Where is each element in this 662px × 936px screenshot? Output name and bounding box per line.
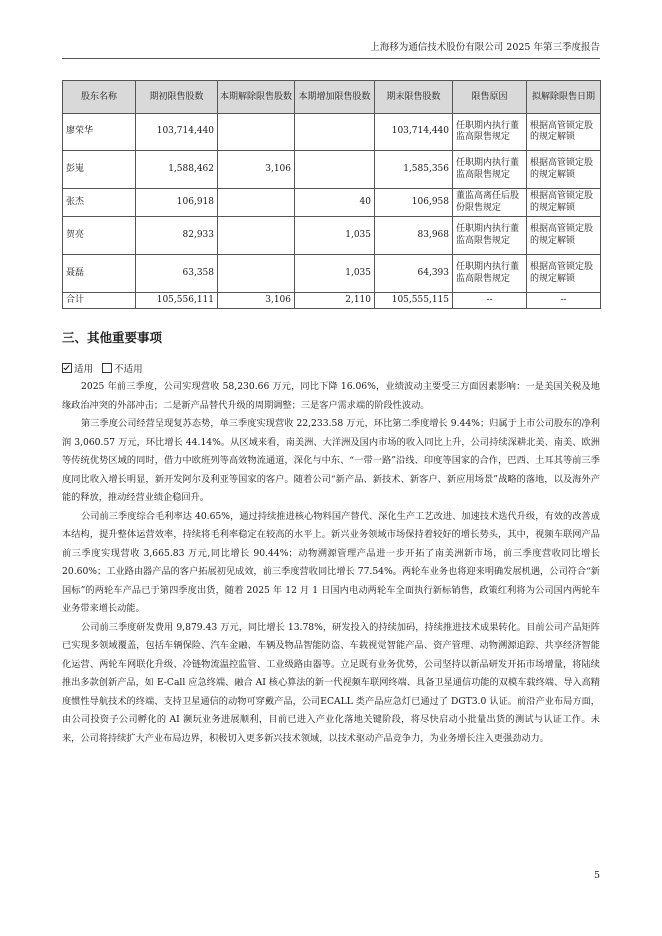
paragraph: 2025 年前三季度，公司实现营收 58,230.66 万元，同比下降 16.06%，业绩波动主要受三方面因素影响：一是美国关税及地缘政治冲突的外部冲击；二是新产品替代升级的周期调整；三是客户需求端的阶段性波动。	[62, 381, 600, 411]
table-row	[63, 255, 601, 293]
table-cell: 根据高管锁定股的规定解锁	[527, 189, 601, 217]
table-cell: 根据高管锁定股的规定解锁	[527, 151, 601, 189]
table-cell: 任职期内执行董监高限售规定	[453, 151, 527, 189]
table-cell: 64,393	[375, 255, 453, 293]
table-header-cell: 限售原因	[453, 81, 527, 114]
table-cell: 63,358	[136, 255, 218, 293]
table-cell: 40	[295, 189, 375, 217]
table-cell: 103,714,440	[136, 114, 218, 151]
page-number: 5	[593, 870, 600, 881]
table-cell: 根据高管锁定股的规定解锁	[527, 217, 601, 255]
table-total-row	[63, 293, 601, 309]
applicable-label: 适用	[74, 364, 94, 375]
table-cell	[218, 217, 295, 255]
table-cell: 1,035	[295, 255, 375, 293]
applicability-options	[62, 361, 143, 375]
table-header-cell: 拟解除限售日期	[527, 81, 601, 114]
table-cell: 廖荣华	[63, 114, 136, 151]
checked-checkbox-icon	[62, 363, 72, 373]
table-row	[63, 217, 601, 255]
table-cell: --	[453, 293, 527, 309]
section-title: 三、其他重要事项	[62, 330, 163, 345]
paragraph: 公司前三季度研发费用 9,879.43 万元，同比增长 13.78%，研发投入的持续加码，持续推进技术成果转化。目前公司产品矩阵已实现多领域覆盖，包括车辆保险、汽车金融、车辆及物品智能防盗、车载视觉智能产品、资产管理、动物溯源追踪、共享经济智能化运营、两轮车网联化升级、冷链物流温控监管、工业级路由器等。立足既有业务优势，公司坚持以新品研发开拓市场增量，将陆续推出多款创新产品，如 E-Call 应急终端、融合 AI 核心算法的新一代视频车联网终端、具备卫星通信功能的双模车载终端、导入高精度惯性导航技术的终端、支持卫星通信的动物可穿戴产品，公司ECALL 类产品应急灯已通过了 DGT3.0 认证。前沿产业布局方面，由公司投资子公司孵化的 AI 濒玩业务进展顺利，目前已进入产业化落地关键阶段，将尽快启动小批量出货的测试与认证工作。未来，公司将持续扩大产业布局边界，积极切入更多新兴技术领域，以技术驱动产品竞争力，为业务增长注入更强劲动力。	[62, 621, 600, 744]
table-cell: 彭嵬	[63, 151, 136, 189]
table-cell: 1,588,462	[136, 151, 218, 189]
unchecked-checkbox-icon	[102, 363, 112, 373]
table-cell	[218, 189, 295, 217]
table-cell: 105,555,115	[375, 293, 453, 309]
table-cell: 张杰	[63, 189, 136, 217]
table-cell: 3,106	[218, 151, 295, 189]
table-cell: 合计	[63, 293, 136, 309]
table-row	[63, 151, 601, 189]
paragraph: 第三季度公司经营呈现复苏态势，单三季度实现营收 22,233.58 万元，环比第二季度增长 9.44%；归属于上市公司股东的净利润 3,060.57 万元，环比增长 44.14%。从区域来看，南美洲、大洋洲及国内市场的收入同比上升，公司持续深耕北美、南美、欧洲等传统优势区域的同时，借力中欧班列等高效物流通道，深化与中东、“一带一路”沿线、印度等国家的合作，巴西、土耳其等前三季度同比收入增长明显，新开发阿尔及利亚等国家的客户。随着公司“新产品、新技术、新客户、新应用场景”战略的落地，以及海外产能的释放，推动经营业绩企稳回升。	[62, 418, 600, 503]
table-cell: 106,958	[375, 189, 453, 217]
table-header-cell: 期末限售股数	[375, 81, 453, 114]
table-cell	[295, 151, 375, 189]
table-cell: 任职期内执行董监高限售规定	[453, 255, 527, 293]
paragraph: 公司前三季度综合毛利率达 40.65%，通过持续推进核心物料国产替代、深化生产工艺改进、加速技术迭代升级，有效的改善成本结构，提升整体运营效率，持续将毛利率稳定在较高的水平上。新兴业务领域市场保持着较好的增长势头，其中，视频车联网产品前三季度实现营收 3,665.83 万元,同比增长 90.44%；动物溯源管理产品进一步开拓了南美洲新市场，前三季度营收同比增长 20.60%；工业路由器产品的客户拓展初见成效，前三季度营收同比增长 77.54%。两轮车业务也将迎来明确发展机遇，公司符合“新国标”的两轮车产品已于第四季度出货，随着 2025 年 12 月 1 日国内电动两轮车全面执行新标销售，政策红利将为公司国内两轮车业务带来增长动能。	[62, 510, 600, 614]
table-cell: 1,585,356	[375, 151, 453, 189]
table-header-cell: 股东名称	[63, 81, 136, 114]
table-header-cell: 本期解除限售股数	[218, 81, 295, 114]
table-cell: 聂磊	[63, 255, 136, 293]
table-cell	[295, 114, 375, 151]
table-row	[63, 189, 601, 217]
table-cell: 根据高管锁定股的规定解锁	[527, 255, 601, 293]
table-cell: 根据高管锁定股的规定解锁	[527, 114, 601, 151]
table-cell: 任职期内执行董监高限售规定	[453, 217, 527, 255]
table-cell: 3,106	[218, 293, 295, 309]
table-cell: --	[527, 293, 601, 309]
restricted-shares-table	[62, 80, 601, 309]
table-header-row	[63, 81, 601, 114]
table-cell: 任职期内执行董监高限售规定	[453, 114, 527, 151]
not-applicable-label: 不适用	[114, 364, 143, 375]
table-cell: 105,556,111	[136, 293, 218, 309]
table-cell	[218, 114, 295, 151]
table-cell: 贺亮	[63, 217, 136, 255]
table-cell: 1,035	[295, 217, 375, 255]
table-cell: 董监高离任后股份限售规定	[453, 189, 527, 217]
table-header-cell: 本期增加限售股数	[295, 81, 375, 114]
table-cell: 82,933	[136, 217, 218, 255]
table-cell: 2,110	[295, 293, 375, 309]
table-cell: 83,968	[375, 217, 453, 255]
table-cell	[218, 255, 295, 293]
table-cell: 106,918	[136, 189, 218, 217]
table-row	[63, 114, 601, 151]
table-cell: 103,714,440	[375, 114, 453, 151]
page-header	[62, 40, 600, 59]
header-title: 上海移为通信技术股份有限公司 2025 年第三季度报告	[370, 42, 600, 53]
table-header-cell: 期初限售股数	[136, 81, 218, 114]
body-text	[62, 378, 600, 748]
